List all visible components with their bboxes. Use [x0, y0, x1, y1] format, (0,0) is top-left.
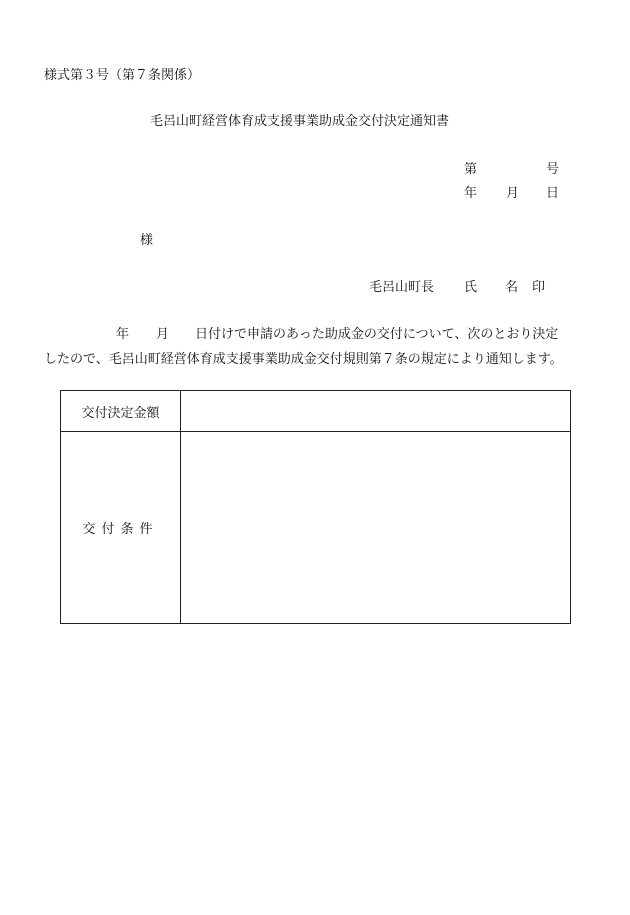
- amount-value-cell: [181, 391, 571, 432]
- body-year-label: 年: [116, 327, 130, 342]
- table-row-amount: [61, 391, 571, 432]
- grant-decision-table: [60, 390, 571, 624]
- date-day-label: 日: [546, 186, 560, 201]
- issuer-name-shi: 氏: [464, 280, 478, 295]
- date-month-label: 月: [506, 186, 520, 201]
- issuer-seal-mark: 印: [532, 280, 546, 295]
- body-text-line2: したので、毛呂山町経営体育成支援事業助成金交付規則第７条の規定により通知します。: [44, 352, 563, 367]
- body-text-line1: 日付けで申請のあった助成金の交付について、次のとおり決定: [195, 327, 559, 342]
- conditions-label: 交付条件: [82, 522, 159, 537]
- conditions-label-cell: [61, 432, 181, 624]
- amount-label: 交付決定金額: [61, 391, 181, 432]
- form-number: 様式第３号（第７条関係）: [44, 68, 201, 83]
- table-row-conditions: [61, 432, 571, 624]
- conditions-value-cell: [181, 432, 571, 624]
- document-title: 毛呂山町経営体育成支援事業助成金交付決定通知書: [150, 114, 450, 129]
- date-year-label: 年: [464, 186, 478, 201]
- doc-number-prefix: 第: [464, 162, 478, 177]
- issuer-title: 毛呂山町長: [369, 280, 435, 295]
- issuer-name-mei: 名: [505, 280, 519, 295]
- addressee-honorific: 様: [140, 233, 154, 248]
- doc-number-suffix: 号: [546, 162, 560, 177]
- body-month-label: 月: [156, 327, 170, 342]
